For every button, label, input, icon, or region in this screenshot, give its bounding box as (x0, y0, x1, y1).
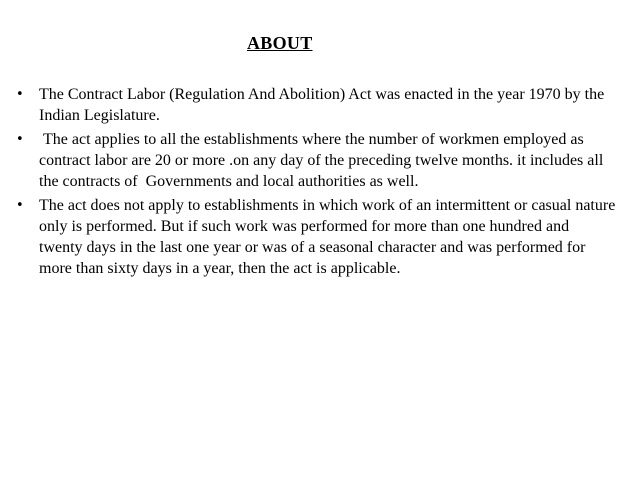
bullet-list (16, 84, 616, 282)
slide-title: ABOUT (247, 33, 313, 53)
bullet-text: The act applies to all the establishments where the number of workmen employed as contract labor are 20 or more .on any day of the preceding twelve months. it includes all the contracts of Governments and local authorities as well. (39, 131, 608, 190)
bullet-icon: • (16, 198, 24, 213)
bullet-item (16, 129, 616, 192)
bullet-icon: • (16, 132, 24, 147)
bullet-text: The act does not apply to establishments in which work of an intermittent or casual nature only is performed. But if such work was performed for more than one hundred and twenty days in the last one year or was of a seasonal character and was performed for more than sixty days in a year, then the act is applicable. (39, 197, 616, 277)
bullet-icon: • (16, 87, 24, 102)
bullet-item (16, 195, 616, 279)
bullet-text: The Contract Labor (Regulation And Abolition) Act was enacted in the year 1970 by the Indian Legislature. (39, 86, 605, 124)
bullet-item (16, 84, 616, 126)
